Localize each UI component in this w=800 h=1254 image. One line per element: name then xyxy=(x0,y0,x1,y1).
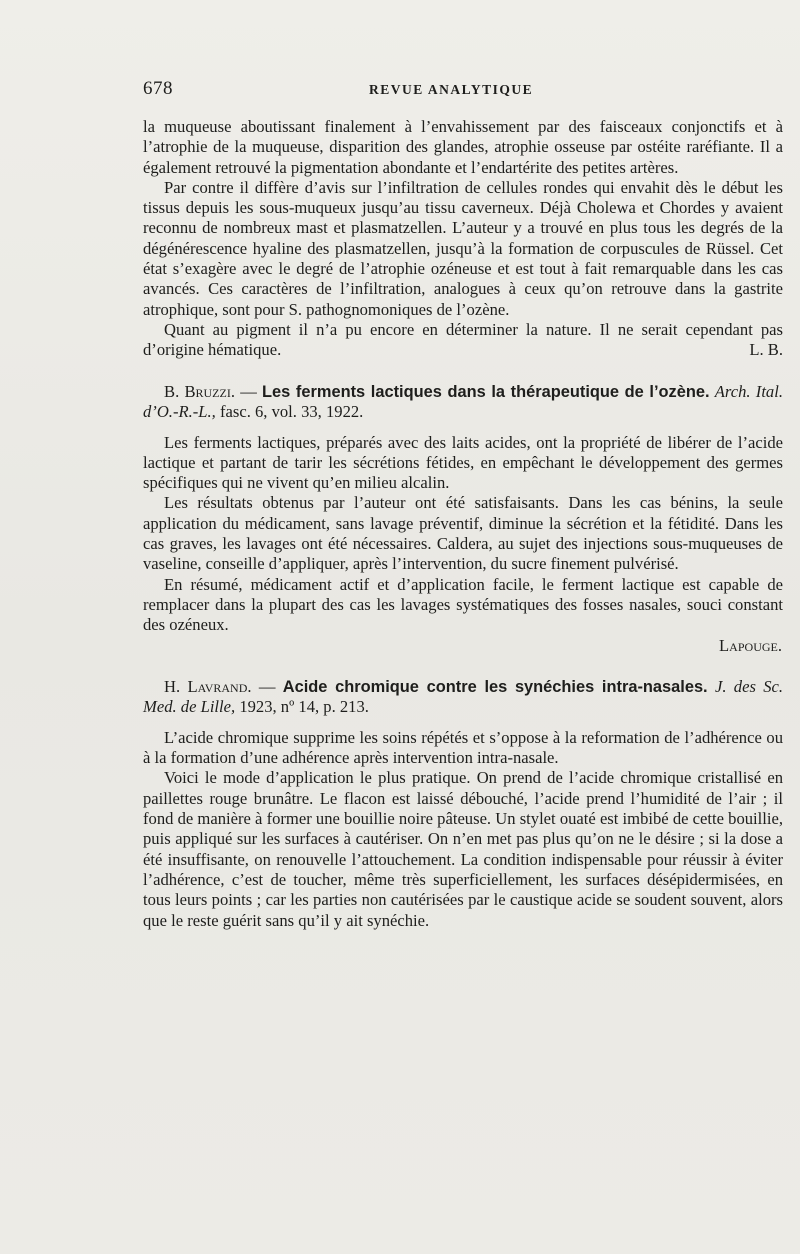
article-reference-journal: Arch. Ital. d’O.-R.-L., xyxy=(143,381,783,422)
article-reference-journal: J. des Sc. Med. de Lille, xyxy=(143,676,784,717)
paragraph: Voici le mode d’application le plus pratique. On prend de l’acide chromique cristallisé en paillettes rouge brunâtre. Le flacon est laissé débouché, l’acide prend l’humidité de l’air ; il fond de manière à former une bouillie noire pâteuse. Un stylet ouaté est imbibé de cette bouillie, puis appliqué sur les surfaces à cautériser. On n’en met pas plus qu’on ne le désire ; si la dose a été insuffisante, on renouvelle l’attouchement. La condition indispensable pour réussir à éviter l’adhérence, c’est de toucher, même très superficiellement, les surfaces désépidermisées, en tous leurs points ; car les parties non cautérisées par le caustique acide se soudent souvent, alors que le reste guérit sans qu’il y ait synéchie. xyxy=(143,768,783,930)
signature: Lapouge. xyxy=(719,635,782,655)
article-title: Les ferments lactiques dans la thérapeutique de l’ozène. xyxy=(262,382,710,401)
paragraph: Les résultats obtenus par l’auteur ont été satisfaisants. Dans les cas bénins, la seule application du médicament, sans lavage préventif, diminue la sécrétion et la fétidité. Dans les cas graves, les lavages ont été nécessaires. Caldera, au sujet des injections sous-muqueuses de vaseline, conseille d’appliquer, après l’intervention, du sucre finement pulvérisé. xyxy=(143,493,783,574)
heading-dash: — xyxy=(235,381,263,401)
paragraph: Par contre il diffère d’avis sur l’infiltration de cellules rondes qui envahit dès le début les tissus depuis les sous-muqueux jusqu’au tissu caverneux. Déjà Cholewa et Chordes y avaient reconnu de nombreux mast et plasmatzellen. L’auteur y a trouvé en plus tous les degrés de la dégénérescence hyaline des plasmatzellen, jusqu’à la formation de corpuscules de Rüssel. Cet état s’exagère avec le degré de l’atrophie ozéneuse et est tout à fait remarquable dans les cas avancés. Ces caractères de l’infiltration, analogues à ceux qu’on retrouve dans la gastrite atrophique, sont pour S. pathognomoniques de l’ozène. xyxy=(143,177,783,319)
paragraph: L’acide chromique supprime les soins répétés et s’oppose à la reformation de l’adhérence ou à la formation d’une adhérence après intervention intra-nasale. xyxy=(143,727,783,768)
article-author: B. Bruzzi. xyxy=(164,381,235,401)
journal-title: REVUE ANALYTIQUE xyxy=(369,82,534,97)
paragraph-text: Quant au pigment il n’a pu encore en déterminer la nature. Il ne serait cependant pas d’origine hématique. xyxy=(143,319,783,360)
page-body xyxy=(143,117,783,931)
paragraph-with-signature xyxy=(143,320,783,361)
article-reference-details: 1923, nº 14, p. 213. xyxy=(235,697,369,717)
paragraph: En résumé, médicament actif et d’application facile, le ferment lactique est capable de remplacer dans la plupart des cas les lavages systématiques des fosses nasales, souci constant des ozéneux. xyxy=(143,574,783,635)
page-number: 678 xyxy=(143,78,173,99)
paragraph: Les ferments lactiques, préparés avec des laits acides, ont la propriété de libérer de l’acide lactique et partant de tarir les sécrétions fétides, en empêchant le développement des germes spécifiques qui ne vivent qu’en milieu alcalin. xyxy=(143,432,783,493)
paragraph-continued: la muqueuse aboutissant finalement à l’envahissement par des faisceaux conjonctifs et à l’atrophie de la muqueuse, disparition des glandes, atrophie osseuse par ostéite raréfiante. Il a également retrouvé la pigmentation abondante et l’endartérite des petites artères. xyxy=(143,117,783,177)
article-heading xyxy=(143,677,783,718)
heading-dash: — xyxy=(251,676,283,696)
article-author: H. Lavrand. xyxy=(164,676,252,696)
article-heading xyxy=(143,382,783,423)
article-reference-details: fasc. 6, vol. 33, 1922. xyxy=(215,402,364,422)
signature: L. B. xyxy=(749,340,783,360)
running-head xyxy=(143,78,783,102)
article-title: Acide chromique contre les synéchies intra-nasales. xyxy=(282,677,708,696)
